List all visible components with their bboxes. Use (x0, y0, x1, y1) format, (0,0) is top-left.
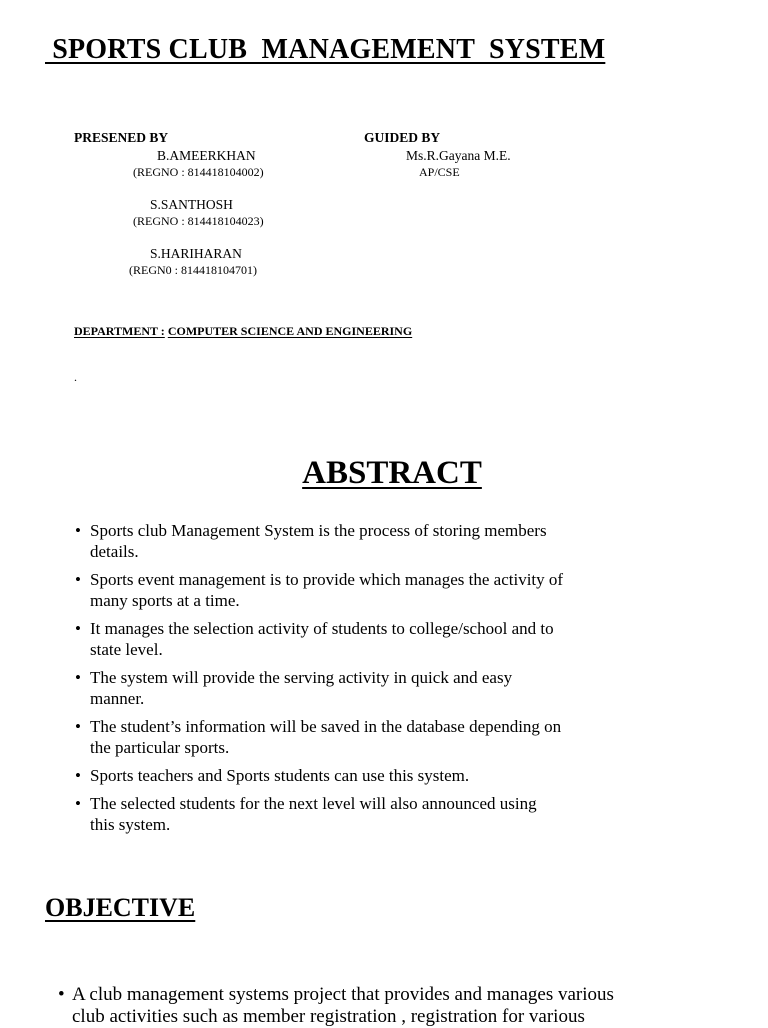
guided-by-label: GUIDED BY (364, 130, 441, 145)
bullet-text-line: A club management systems project that provides and manages various (72, 984, 614, 1005)
bullet-text-line: manner. (90, 689, 145, 708)
document-title: SPORTS CLUB MANAGEMENT SYSTEM (45, 34, 606, 65)
presenter-regno: (REGNO : 814418104002) (133, 165, 264, 179)
bullet-text-line: details. (90, 542, 139, 561)
presenter-name: S.SANTHOSH (150, 197, 233, 212)
guide-designation: AP/CSE (419, 165, 460, 179)
bullet-text-line: It manages the selection activity of students to college/school and to (90, 619, 554, 638)
bullet-text-line: Sports teachers and Sports students can use this system. (90, 766, 470, 785)
objective-list (58, 984, 698, 1028)
bullet-text-line: many sports at a time. (90, 591, 240, 610)
bullet-icon: • (75, 717, 81, 736)
bullet-icon: • (75, 794, 81, 813)
bullet-item (75, 716, 635, 758)
department-line (74, 324, 412, 339)
bullet-text-line: state level. (90, 640, 163, 659)
bullet-item (58, 984, 698, 1028)
bullet-item (75, 793, 635, 835)
bullet-text-line: The selected students for the next level will also announced using (90, 794, 537, 813)
presenter-regno: (REGNO : 814418104023) (133, 214, 264, 228)
bullet-item (75, 765, 635, 786)
guide-name: Ms.R.Gayana M.E. (406, 148, 511, 163)
bullet-text-line: club activities such as member registration , registration for various (72, 1006, 585, 1027)
bullet-text-line: this system. (90, 815, 171, 834)
abstract-list (75, 520, 635, 842)
bullet-icon: • (75, 668, 81, 687)
bullet-text-line: The student’s information will be saved in the database depending on (90, 717, 562, 736)
presenter-regno: (REGN0 : 814418104701) (129, 263, 257, 277)
department-value: COMPUTER SCIENCE AND ENGINEERING (167, 324, 413, 338)
presenter-name: B.AMEERKHAN (157, 148, 256, 163)
bullet-item (75, 569, 635, 611)
bullet-text-line: the particular sports. (90, 738, 230, 757)
presenter-name: S.HARIHARAN (150, 246, 242, 261)
bullet-text-line: Sports club Management System is the process of storing members (90, 521, 547, 540)
bullet-icon: • (75, 570, 81, 589)
bullet-text-line: The system will provide the serving activity in quick and easy (90, 668, 513, 687)
presented-by-label: PRESENED BY (74, 130, 169, 145)
objective-heading: OBJECTIVE (45, 893, 196, 922)
bullet-icon: • (75, 766, 81, 785)
bullet-icon: • (75, 619, 81, 638)
bullet-text-line: Sports event management is to provide which manages the activity of (90, 570, 564, 589)
abstract-heading: ABSTRACT (302, 455, 482, 491)
department-label: DEPARTMENT : (74, 324, 165, 338)
stray-mark: . (74, 370, 77, 384)
bullet-item (75, 520, 635, 562)
bullet-item (75, 618, 635, 660)
bullet-icon: • (58, 984, 65, 1005)
bullet-item (75, 667, 635, 709)
bullet-icon: • (75, 521, 81, 540)
